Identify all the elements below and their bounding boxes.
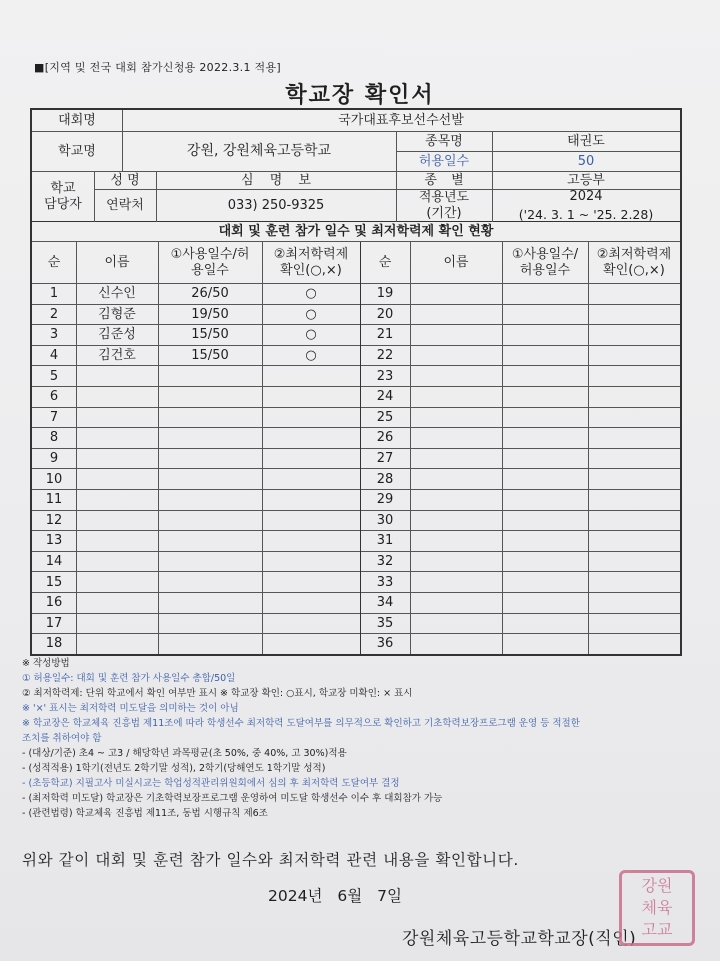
cell-no: 25 bbox=[376, 409, 394, 425]
cell-days bbox=[158, 593, 262, 614]
cell-name bbox=[76, 511, 158, 532]
official-seal: 강원 체육 고교 bbox=[619, 870, 695, 946]
header-note: ■[지역 및 전국 대회 참가신청용 2022.3.1 적용] bbox=[34, 61, 282, 74]
cell-no: 33 bbox=[376, 574, 394, 590]
cell-no: 4 bbox=[49, 347, 59, 363]
cell-no: 27 bbox=[376, 450, 394, 466]
instructions bbox=[22, 656, 702, 821]
cell-days bbox=[158, 572, 262, 593]
note-line: ※ 작성방법 bbox=[22, 658, 70, 669]
cell-days: 26/50 bbox=[191, 286, 229, 302]
cell-check bbox=[262, 490, 360, 511]
page-title: 학교장 확인서 bbox=[285, 83, 435, 108]
division-value: 고등부 bbox=[567, 172, 605, 188]
cell-check: ○ bbox=[305, 286, 317, 302]
cell-no: 23 bbox=[376, 368, 394, 384]
competition-label: 대회명 bbox=[58, 112, 96, 128]
school-value: 강원, 강원체육고등학교 bbox=[186, 143, 332, 160]
note-line: - (대상/기준) 초4 ~ 고3 / 해당학년 과목평균(초 50%, 중 40%, 고 30%)적용 bbox=[22, 748, 347, 759]
cell-check: ○ bbox=[305, 327, 317, 343]
note-line: - (초등학교) 지필고사 미실시교는 학업성적관리위원회에서 심의 후 최저학력 도달여부 결정 bbox=[22, 778, 400, 789]
period-value: ('24. 3. 1 ~ '25. 2.28) bbox=[518, 207, 654, 223]
cell-no: 18 bbox=[45, 636, 63, 652]
cell-no: 28 bbox=[376, 471, 394, 487]
allowed-days-value: 50 bbox=[577, 153, 595, 169]
section-title: 대회 및 훈련 참가 일수 및 최저학력제 확인 현황 bbox=[218, 223, 494, 239]
cell-name bbox=[76, 552, 158, 573]
cell-days bbox=[158, 449, 262, 470]
cell-no: 22 bbox=[376, 347, 394, 363]
name-label: 성 명 bbox=[110, 172, 140, 188]
cell-name: 김건호 bbox=[98, 347, 136, 363]
cell-check bbox=[262, 366, 360, 387]
cell-check bbox=[262, 572, 360, 593]
cell-no: 15 bbox=[45, 574, 63, 590]
col-academic-left: ②최저학력제 확인(○,×) bbox=[273, 246, 349, 278]
cell-name bbox=[76, 593, 158, 614]
cell-no: 5 bbox=[49, 368, 59, 384]
cell-days bbox=[158, 634, 262, 655]
cell-days bbox=[158, 490, 262, 511]
cell-name bbox=[76, 531, 158, 552]
cell-no: 30 bbox=[376, 512, 394, 528]
event-label: 종목명 bbox=[425, 133, 463, 149]
cell-name bbox=[76, 572, 158, 593]
cell-days bbox=[158, 408, 262, 429]
cell-no: 3 bbox=[49, 327, 59, 343]
cell-name bbox=[76, 428, 158, 449]
cell-check bbox=[262, 634, 360, 655]
cell-no: 11 bbox=[45, 492, 63, 508]
cell-no: 9 bbox=[49, 450, 59, 466]
cell-no: 34 bbox=[376, 595, 394, 611]
note-line: ※ 학교장은 학교체육 진흥법 제11조에 따라 학생선수 최저학력 도달여부를 의무적으로 확인하고 기초학력보장프로그램 운영 등 적절한 bbox=[22, 718, 580, 729]
note-line: - (최저학력 미도달) 학교장은 기초학력보장프로그램 운영하여 미도달 학생선수 이수 후 대회참가 가능 bbox=[22, 793, 443, 804]
cell-no: 26 bbox=[376, 430, 394, 446]
division-label: 종 별 bbox=[424, 172, 464, 188]
cell-no: 1 bbox=[49, 286, 59, 302]
col-academic-right: ②최저학력제 확인(○,×) bbox=[596, 246, 672, 278]
col-name-right: 이름 bbox=[443, 254, 469, 270]
cell-days bbox=[158, 387, 262, 408]
cell-name: 신수인 bbox=[98, 286, 136, 302]
cell-no: 20 bbox=[376, 306, 394, 322]
cell-no: 35 bbox=[376, 615, 394, 631]
cell-no: 16 bbox=[45, 595, 63, 611]
cell-name bbox=[76, 449, 158, 470]
cell-no: 31 bbox=[376, 533, 394, 549]
cell-no: 7 bbox=[49, 409, 59, 425]
confirmation-table bbox=[30, 108, 682, 656]
cell-no: 24 bbox=[376, 389, 394, 405]
col-no-left: 순 bbox=[47, 254, 61, 270]
note-line: - (관련법령) 학교체육 진흥법 제11조, 동법 시행규칙 제6조 bbox=[22, 808, 268, 819]
contact-value: 033) 250-9325 bbox=[227, 197, 325, 213]
cell-name bbox=[76, 408, 158, 429]
cell-check bbox=[262, 531, 360, 552]
cell-no: 19 bbox=[376, 286, 394, 302]
note-line: ② 최저학력제: 단위 학교에서 확인 여부만 표시 ※ 학교장 확인: ○표시, 학교장 미확인: × 표시 bbox=[22, 688, 413, 699]
contact-label: 연락처 bbox=[106, 197, 144, 213]
cell-no: 13 bbox=[45, 533, 63, 549]
cell-days bbox=[158, 469, 262, 490]
cell-no: 14 bbox=[45, 553, 63, 569]
cell-check: ○ bbox=[305, 306, 317, 322]
cell-check bbox=[262, 408, 360, 429]
note-line: ① 허용일수: 대회 및 훈련 참가 사용일수 총합/50일 bbox=[22, 673, 236, 684]
note-line: - (성적적용) 1학기(전년도 2학기말 성적), 2학기(당해연도 1학기말 성적) bbox=[22, 763, 326, 774]
signer: 강원체육고등학교학교장(직인) bbox=[402, 929, 637, 949]
event-value: 태권도 bbox=[567, 133, 605, 149]
cell-check bbox=[262, 428, 360, 449]
cell-no: 17 bbox=[45, 615, 63, 631]
cell-name bbox=[76, 469, 158, 490]
cell-no: 21 bbox=[376, 327, 394, 343]
cell-no: 32 bbox=[376, 553, 394, 569]
note-line: 조치를 취하여야 함 bbox=[22, 733, 102, 744]
competition-value: 국가대표후보선수선발 bbox=[338, 112, 464, 128]
cell-no: 6 bbox=[49, 389, 59, 405]
cell-days bbox=[158, 428, 262, 449]
cell-no: 12 bbox=[45, 512, 63, 528]
cell-days bbox=[158, 511, 262, 532]
col-name-left: 이름 bbox=[104, 254, 130, 270]
cell-name bbox=[76, 614, 158, 635]
cell-name: 김형준 bbox=[98, 306, 136, 322]
cell-days bbox=[158, 552, 262, 573]
name-value: 심 명 보 bbox=[241, 172, 311, 188]
school-label: 학교명 bbox=[58, 143, 96, 159]
manager-label: 학교 담당자 bbox=[44, 180, 82, 212]
cell-name bbox=[76, 387, 158, 408]
cell-no: 10 bbox=[45, 471, 63, 487]
allowed-days-label: 허용일수 bbox=[418, 153, 470, 169]
cell-check bbox=[262, 449, 360, 470]
cell-check bbox=[262, 593, 360, 614]
year-label: 적용년도 (기간) bbox=[418, 189, 470, 221]
col-days-left: ①사용일수/허 용일수 bbox=[170, 246, 250, 278]
issue-date: 2024년 6월 7일 bbox=[268, 887, 402, 905]
cell-check bbox=[262, 387, 360, 408]
note-line: ※ '×' 표시는 최저학력 미도달을 의미하는 것이 아님 bbox=[22, 703, 239, 714]
col-no-right: 순 bbox=[378, 254, 392, 270]
cell-check bbox=[262, 614, 360, 635]
cell-days: 15/50 bbox=[191, 327, 229, 343]
cell-no: 29 bbox=[376, 492, 394, 508]
cell-name bbox=[76, 634, 158, 655]
cell-no: 2 bbox=[49, 306, 59, 322]
year-value: 2024 bbox=[569, 188, 603, 204]
cell-days bbox=[158, 531, 262, 552]
cell-name: 김준성 bbox=[98, 327, 136, 343]
cell-check bbox=[262, 552, 360, 573]
cell-no: 8 bbox=[49, 430, 59, 446]
cell-days: 19/50 bbox=[191, 306, 229, 322]
cell-name bbox=[76, 490, 158, 511]
cell-no: 36 bbox=[376, 636, 394, 652]
confirmation-statement: 위와 같이 대회 및 훈련 참가 일수와 최저학력 관련 내용을 확인합니다. bbox=[22, 851, 519, 869]
col-days-right: ①사용일수/ 허용일수 bbox=[511, 246, 579, 278]
cell-check bbox=[262, 469, 360, 490]
cell-check: ○ bbox=[305, 347, 317, 363]
cell-days: 15/50 bbox=[191, 347, 229, 363]
cell-days bbox=[158, 366, 262, 387]
cell-days bbox=[158, 614, 262, 635]
cell-check bbox=[262, 511, 360, 532]
cell-name bbox=[76, 366, 158, 387]
